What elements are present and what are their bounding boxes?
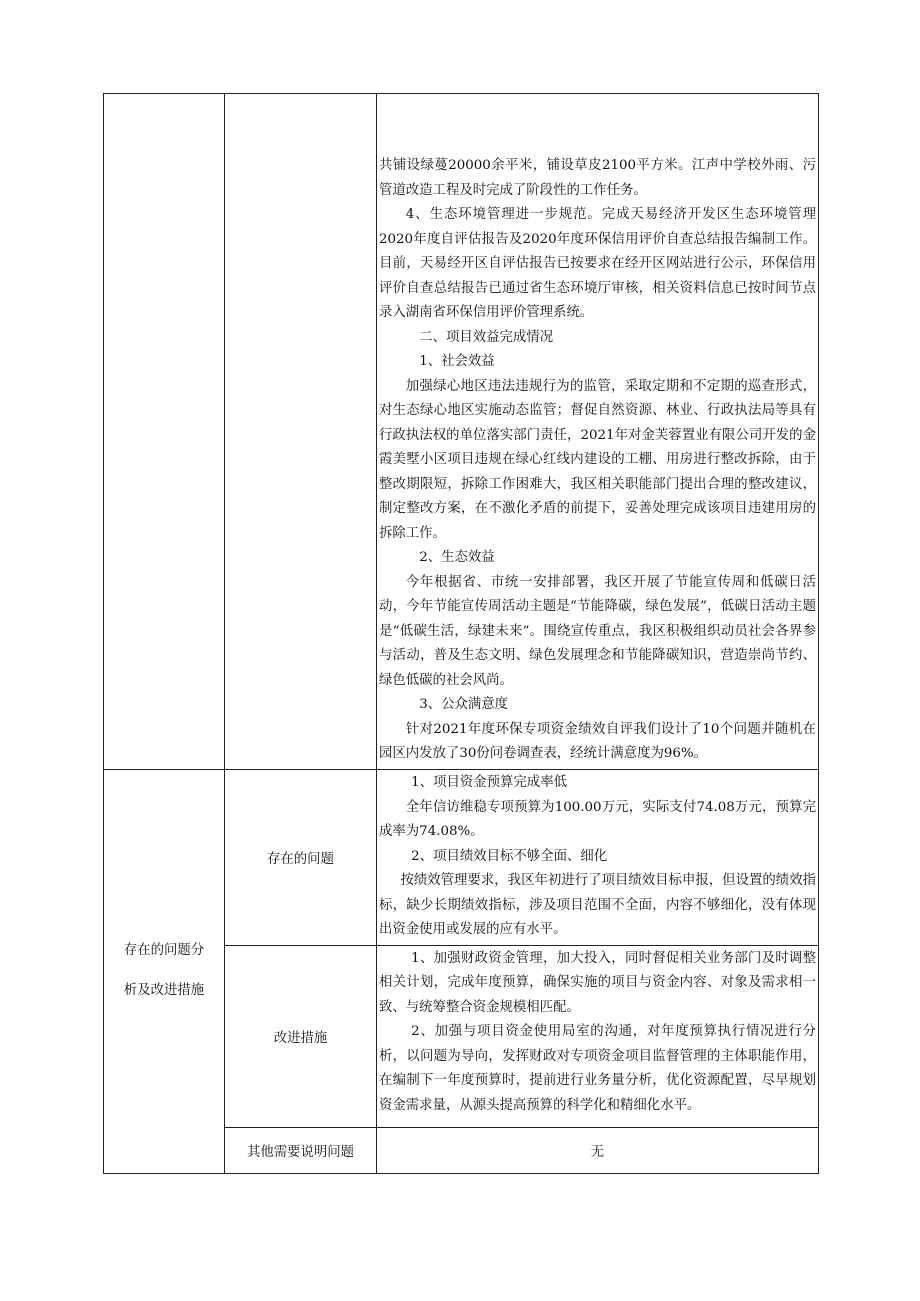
empty-label-cell — [225, 94, 377, 770]
measures-label-cell — [225, 945, 377, 1127]
paragraph: 2、加强与项目资金使用局室的沟通，对年度预算执行情况进行分析，以问题为导向，发挥财政对专项资金项目监督管理的主体职能作用，在编制下一年度预算时，提前进行业务量分析，优化资源配置，尽早规划资金需求量，从源头提高预算的科学化和精细化水平。 — [379, 1024, 816, 1113]
problem-heading: 1、项目资金预算完成率低 — [411, 775, 567, 790]
other-value: 无 — [590, 1144, 605, 1160]
problems-label-cell — [225, 770, 377, 946]
paragraph: 针对2021年度环保专项资金绩效自评我们设计了10个问题并随机在园区内发放了30份问卷调查表，经统计满意度为96%。 — [379, 721, 816, 761]
paragraph: 加强绿心地区违法违规行为的监管，采取定期和不定期的巡查形式，对生态绿心地区实施动态监管；督促自然资源、林业、行政执法局等具有行政执法权的单位落实部门责任，2021年对金芙蓉置业有限公司开发的金霞美墅小区项目违规在绿心红线内建设的工棚、用房进行整改拆除，由于整改期限短，拆除工作困难大，我区相关职能部门提出合理的整改建议，制定整改方案，在不激化矛盾的前提下，妥善处理完成该项目违建用房的拆除工作。 — [379, 378, 816, 541]
subsection-heading: 3、公众满意度 — [419, 697, 509, 712]
category-label-line1: 存在的问题分 — [123, 943, 205, 959]
other-value-cell — [377, 1127, 819, 1173]
measures-text-block — [377, 946, 818, 1121]
paragraph: 全年信访维稳专项预算为100.00万元，实际支付74.08万元，预算完成率为74.08%。 — [379, 799, 816, 839]
table-row-benefits — [104, 94, 819, 770]
paragraph: 共铺设绿蔓20000余平米，铺设草皮2100平方米。江声中学校外雨、污管道改造工程及时完成了阶段性的工作任务。 — [379, 158, 816, 198]
other-label: 其他需要说明问题 — [246, 1144, 355, 1160]
subsection-heading: 1、社会效益 — [419, 354, 495, 369]
paragraph: 今年根据省、市统一安排部署，我区开展了节能宣传周和低碳日活动，今年节能宣传周活动主题是“节能降碳，绿色发展”，低碳日活动主题是“低碳生活，绿建未来”。围绕宣传重点，我区积极组织动员社会各界参与活动，普及生态文明、绿色发展理念和节能降碳知识，营造崇尚节约、绿色低碳的社会风尚。 — [379, 574, 816, 688]
other-label-cell — [225, 1127, 377, 1173]
problems-content-cell — [377, 770, 819, 946]
paragraph: 1、加强财政资金管理，加大投入，同时督促相关业务部门及时调整相关计划，完成年度预算，确保实施的项目与资金内容、对象及需求相一致、与统筹整合资金规模相匹配。 — [379, 950, 816, 1015]
benefits-text-block — [377, 94, 818, 769]
measures-content-cell — [377, 945, 819, 1127]
problems-label: 存在的问题 — [267, 851, 334, 867]
paragraph: 4、生态环境管理进一步规范。完成天易经济开发区生态环境管理2020年度自评估报告及2020年度环保信用评价自查总结报告编制工作。目前，天易经开区自评估报告已按要求在经开区网站进行公示，环保信用评价自查总结报告已通过省生态环境厅审核，相关资料信息已按时间节点录入湖南省环保信用评价管理系统。 — [379, 207, 816, 320]
empty-category-cell — [104, 94, 225, 770]
subsection-heading: 2、生态效益 — [419, 550, 495, 565]
category-label-line2: 析及改进措施 — [123, 983, 205, 999]
problems-text-block — [377, 770, 818, 945]
measures-label: 改进措施 — [273, 1030, 328, 1046]
benefits-content-cell — [377, 94, 819, 770]
table-row-problems — [104, 770, 819, 946]
section-heading: 二、项目效益完成情况 — [419, 329, 554, 345]
paragraph: 按绩效管理要求，我区年初进行了项目绩效目标申报，但设置的绩效指标，缺少长期绩效指标，涉及项目范围不全面，内容不够细化，没有体现出资金使用或发展的应有水平。 — [379, 873, 816, 937]
performance-report-table — [103, 93, 819, 1174]
category-cell — [104, 770, 225, 1174]
problem-heading: 2、项目绩效目标不够全面、细化 — [411, 848, 608, 864]
